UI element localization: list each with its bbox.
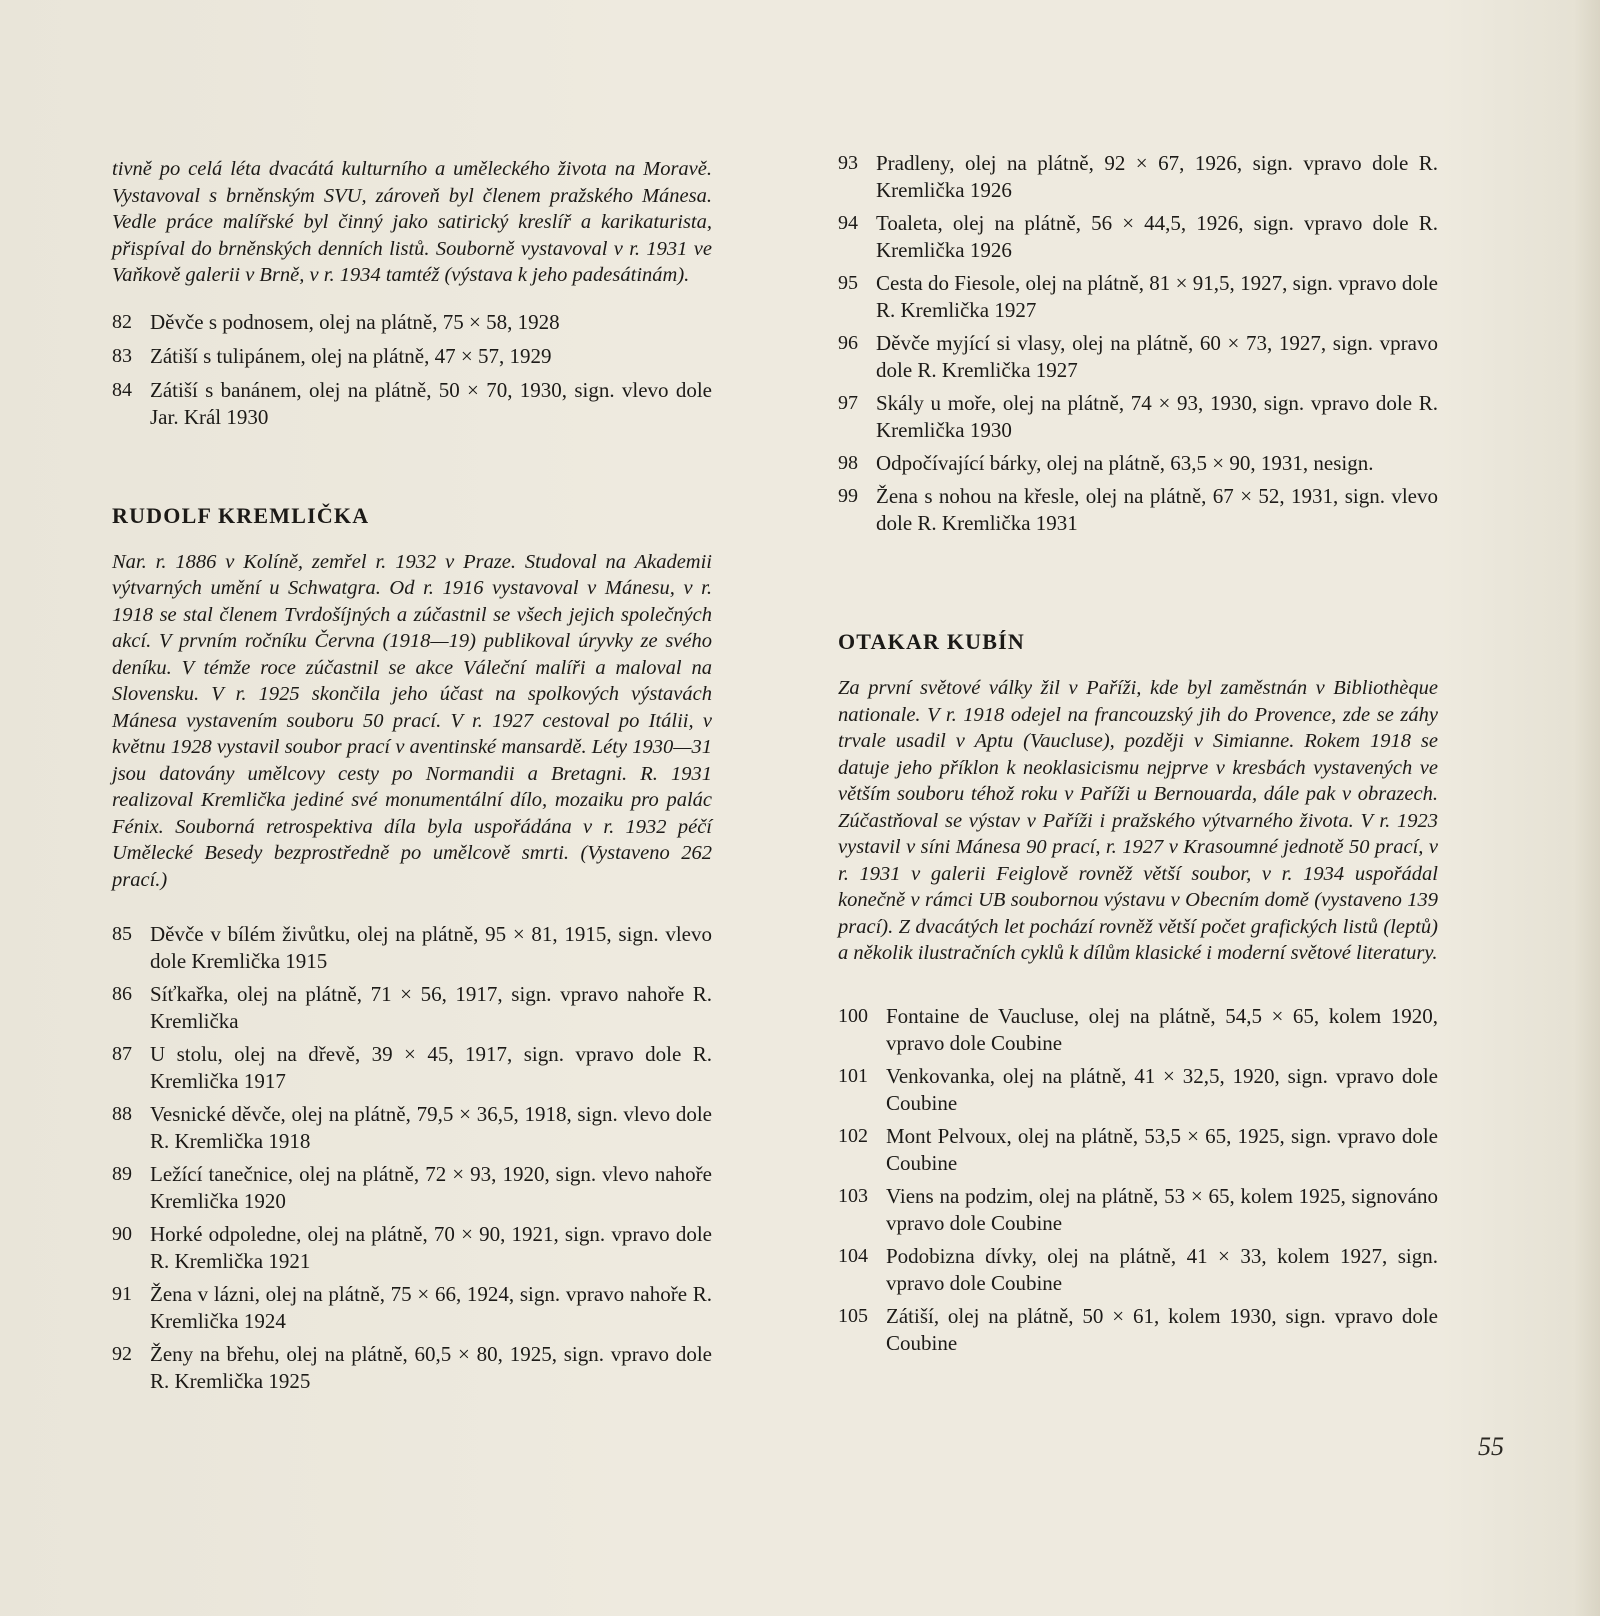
kremlicka-bio: Nar. r. 1886 v Kolíně, zemřel r. 1932 v Praze. Studoval na Akademii výtvarných umění u Schwatgra. Od r. 1916 vystavoval v Mánesu, v r. 1918 se stal členem Tvrdošíjných a zúčastnil se všech jejich společných akcí. V prvním ročníku Červnа (1918—19) publikoval úryvky ze svého deníku. V témže roce zúčastnil se akce Váleční malíři a maloval na Slovensku. V r. 1925 skončila jeho účast na spolkových výstavách Mánesa vystavením souboru 50 prací. V r. 1927 cestoval po Itálii, v květnu 1928 vystavil soubor prací v aventinské mansardě. Léty 1930—31 jsou datovány umělcovy cesty po Normandii a Bretagni. R. 1931 realizoval Kremlička jediné své monumentální dílo, mozaiku pro palác Fénix. Souborná retrospektiva díla byla uspořádána v r. 1932 péčí Umělecké Besedy bezprostředně po umělcově smrti. (Vystaveno 262 prací.) [112, 550, 712, 891]
entry-number: 86 [112, 983, 132, 1005]
entry-text: Zátiší s tulipánem, olej na plátně, 47 × 57, 1929 [150, 343, 552, 368]
entry-number: 91 [112, 1283, 132, 1305]
catalog-entry-95 [838, 270, 1438, 324]
artist-heading-kubin: OTAKAR KUBÍN [838, 629, 1025, 654]
entry-number: 88 [112, 1103, 132, 1125]
catalog-entry-99 [838, 483, 1438, 537]
entry-text: Podobizna dívky, olej na plátně, 41 × 33, kolem 1927, sign. vpravo dole Coubine [886, 1243, 1438, 1295]
catalog-entry-98 [838, 450, 1438, 477]
catalog-entry-83 [112, 343, 712, 370]
entry-number: 85 [112, 923, 132, 945]
catalog-entry-94 [838, 210, 1438, 264]
catalog-entry-90 [112, 1221, 712, 1275]
catalog-entry-102 [838, 1123, 1438, 1177]
entry-text: Zátiší, olej na plátně, 50 × 61, kolem 1930, sign. vpravo dole Coubine [886, 1303, 1438, 1355]
entry-text: Fontaine de Vaucluse, olej na plátně, 54,5 × 65, kolem 1920, vpravo dole Coubine [886, 1003, 1438, 1055]
right-column [838, 150, 1438, 1357]
catalog-entry-85 [112, 921, 712, 975]
catalog-entry-84 [112, 377, 712, 431]
entry-number: 97 [838, 392, 858, 414]
entry-number: 83 [112, 344, 132, 367]
entry-number: 87 [112, 1043, 132, 1065]
left-column [112, 156, 712, 1395]
entry-number: 102 [838, 1124, 868, 1147]
entry-text: Děvče s podnosem, olej na plátně, 75 × 58, 1928 [150, 309, 560, 334]
entry-text: Děvče myjící si vlasy, olej na plátně, 60 × 73, 1927, sign. vpravo dole R. Kremlička 1927 [876, 331, 1438, 382]
entry-number: 82 [112, 310, 132, 333]
kubin-bio: Za první světové války žil v Paříži, kde byl zaměstnán v Bibliothèque nationale. V r. 1918 odejel na francouzský jih do Provence, zde se záhy trvale usadil v Aptu (Vaucluse), později v Simianne. Rokem 1918 se datuje jeho příklon k neoklasicismu nejprve v kresbách vystavených ve větším souboru téhož roku v Paříži u Bernouarda, dále pak v obrazech. Zúčastňoval se výstav v Paříži i pražského výtvarného života. V r. 1923 vystavil v síni Mánesa 90 prací, r. 1927 v Krasoumné jednotě 50 prací, v r. 1931 v galerii Feiglově rovněž větší soubor, v r. 1934 uspořádal konečně v rámci UB soubornou výstavu v Obecním domě (vystaveno 139 prací). Z dvacátých let pochází rovněž větší počet grafických listů (leptů) a několik ilustračních cyklů k dílům klasické i moderní světové literatury. [838, 677, 1438, 964]
catalog-entry-91 [112, 1281, 712, 1335]
entry-number: 89 [112, 1163, 132, 1185]
entry-number: 103 [838, 1184, 868, 1207]
entry-number: 94 [838, 212, 858, 234]
entry-text: Venkovanka, olej na plátně, 41 × 32,5, 1920, sign. vpravo dole Coubine [886, 1063, 1438, 1115]
entry-number: 101 [838, 1064, 868, 1087]
entry-text: Vesnické děvče, olej na plátně, 79,5 × 36,5, 1918, sign. vlevo dole R. Kremlička 1918 [150, 1102, 712, 1153]
catalog-entry-82 [112, 309, 712, 336]
catalog-entry-104 [838, 1243, 1438, 1297]
page-edge [1572, 0, 1600, 1616]
catalog-entry-103 [838, 1183, 1438, 1237]
entry-text: Odpočívající bárky, olej na plátně, 63,5 × 90, 1931, nesign. [876, 451, 1374, 475]
entry-text: Cesta do Fiesole, olej na plátně, 81 × 91,5, 1927, sign. vpravo dole R. Kremlička 1927 [876, 271, 1438, 322]
entry-number: 105 [838, 1304, 868, 1327]
catalog-entry-92 [112, 1341, 712, 1395]
entry-text: Skály u moře, olej na plátně, 74 × 93, 1930, sign. vpravo dole R. Kremlička 1930 [876, 391, 1438, 442]
catalog-entry-93 [838, 150, 1438, 204]
entry-number: 99 [838, 485, 858, 507]
entry-text: Viens na podzim, olej na plátně, 53 × 65, kolem 1925, signováno vpravo dole Coubine [886, 1183, 1438, 1235]
entry-text: Děvče v bílém živůtku, olej na plátně, 95 × 81, 1915, sign. vlevo dole Kremlička 1915 [150, 922, 712, 973]
catalog-entry-86 [112, 981, 712, 1035]
entry-number: 90 [112, 1223, 132, 1245]
catalog-entry-100 [838, 1003, 1438, 1057]
entry-text: Zátiší s banánem, olej na plátně, 50 × 70, 1930, sign. vlevo dole Jar. Král 1930 [150, 377, 712, 429]
entry-text: Toaleta, olej na plátně, 56 × 44,5, 1926, sign. vpravo dole R. Kremlička 1926 [876, 211, 1438, 262]
entry-number: 100 [838, 1004, 868, 1027]
entry-text: Horké odpoledne, olej na plátně, 70 × 90, 1921, sign. vpravo dole R. Kremlička 1921 [150, 1222, 712, 1273]
entry-number: 96 [838, 332, 858, 354]
page-number: 55 [1478, 1432, 1504, 1461]
catalog-entry-101 [838, 1063, 1438, 1117]
entry-text: Síťkařka, olej na plátně, 71 × 56, 1917, sign. vpravo nahoře R. Kremlička [150, 982, 712, 1033]
entry-number: 93 [838, 152, 858, 174]
kral-bio-continuation: tivně po celá léta dvacátá kulturního a uměleckého života na Moravě. Vystavoval s brněnským SVU, zároveň byl členem pražského Mánesa. Vedle práce malířské byl činný jako satirický kreslíř a karikaturista, přispíval do brněnských denních listů. Souborně vystavoval v r. 1931 ve Vaňkově galerii v Brně, v r. 1934 tamtéž (výstava k jeho padesátinám). [112, 158, 712, 286]
catalog-entry-105 [838, 1303, 1438, 1357]
catalog-entry-97 [838, 390, 1438, 444]
entry-text: Žena s nohou na křesle, olej na plátně, 67 × 52, 1931, sign. vlevo dole R. Kremlička 1931 [876, 484, 1438, 535]
catalog-entry-96 [838, 330, 1438, 384]
catalog-entry-88 [112, 1101, 712, 1155]
entry-text: Ženy na břehu, olej na plátně, 60,5 × 80, 1925, sign. vpravo dole R. Kremlička 1925 [150, 1342, 712, 1393]
entry-number: 95 [838, 272, 858, 294]
entry-number: 92 [112, 1343, 132, 1365]
catalog-entry-89 [112, 1161, 712, 1215]
entry-number: 104 [838, 1244, 868, 1267]
entry-text: U stolu, olej na dřevě, 39 × 45, 1917, sign. vpravo dole R. Kremlička 1917 [150, 1042, 712, 1093]
entry-text: Žena v lázni, olej na plátně, 75 × 66, 1924, sign. vpravo nahoře R. Kremlička 1924 [150, 1282, 712, 1333]
entry-number: 84 [112, 378, 132, 401]
catalog-entry-87 [112, 1041, 712, 1095]
entry-text: Mont Pelvoux, olej na plátně, 53,5 × 65, 1925, sign. vpravo dole Coubine [886, 1123, 1438, 1175]
artist-heading-kremlicka: RUDOLF KREMLIČKA [112, 502, 370, 528]
entry-number: 98 [838, 452, 858, 474]
entry-text: Pradleny, olej na plátně, 92 × 67, 1926, sign. vpravo dole R. Kremlička 1926 [876, 151, 1438, 202]
entry-text: Ležící tanečnice, olej na plátně, 72 × 93, 1920, sign. vlevo nahoře Kremlička 1920 [150, 1162, 712, 1213]
